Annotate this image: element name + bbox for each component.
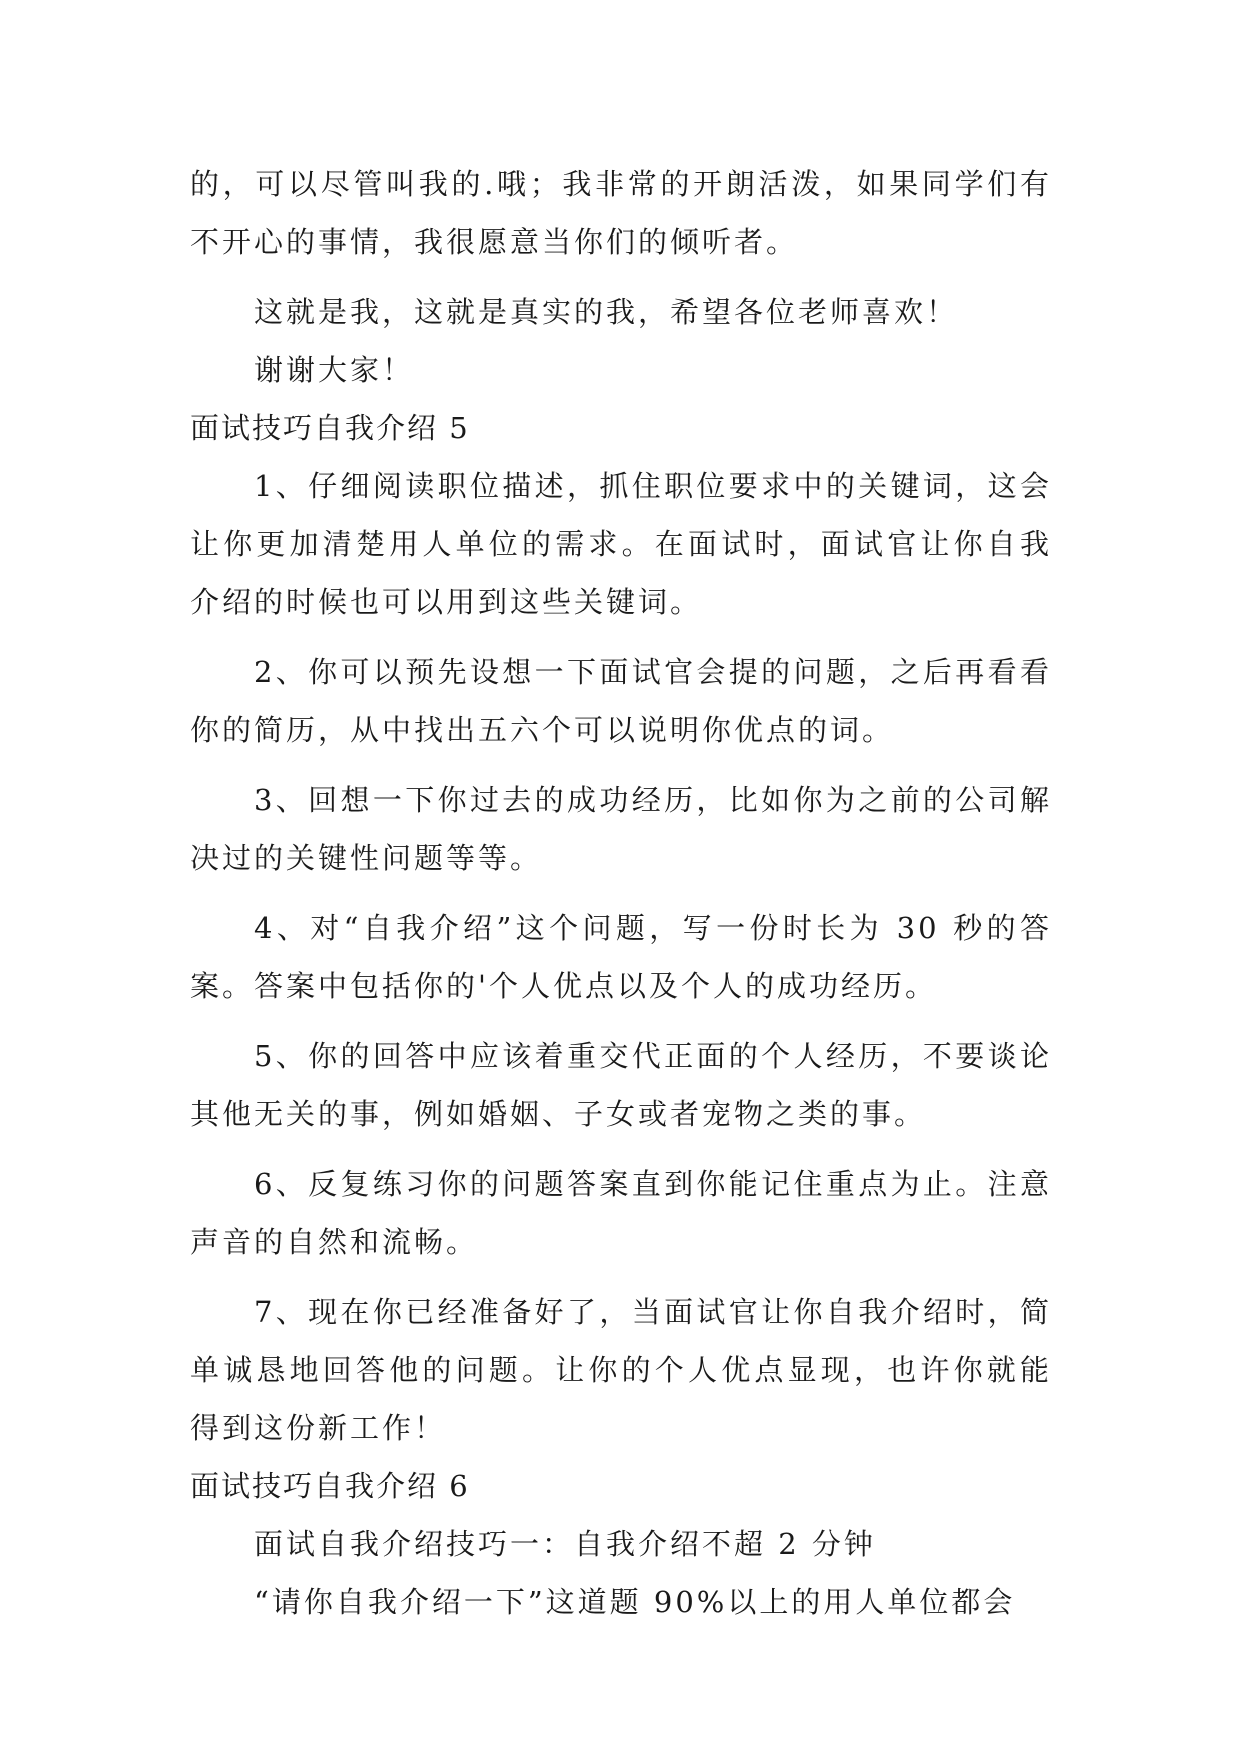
paragraph-closing-2: 谢谢大家！ <box>254 353 415 387</box>
tip-paragraph-7: 7、现在你已经准备好了，当面试官让你自我介绍时，简单诚恳地回答他的问题。让你的个人优点显现，也许你就能得到这份新工作！ <box>190 1295 1052 1445</box>
tip-paragraph-1: 1、仔细阅读职位描述，抓住职位要求中的关键词，这会让你更加清楚用人单位的需求。在面试时，面试官让你自我介绍的时候也可以用到这些关键词。 <box>190 469 1052 619</box>
paragraph-closing-1: 这就是我，这就是真实的我，希望各位老师喜欢！ <box>254 295 959 329</box>
tip-paragraph-3: 3、回想一下你过去的成功经历，比如你为之前的公司解决过的关键性问题等等。 <box>190 783 1052 875</box>
paragraph-continuation: 的，可以尽管叫我的.哦；我非常的开朗活泼，如果同学们有不开心的事情，我很愿意当你们的倾听者。 <box>190 167 1052 259</box>
section-heading-5: 面试技巧自我介绍 5 <box>190 411 470 445</box>
section-heading-6: 面试技巧自我介绍 6 <box>190 1469 470 1503</box>
document-body <box>190 155 1052 1631</box>
tip-paragraph-2: 2、你可以预先设想一下面试官会提的问题，之后再看看你的简历，从中找出五六个可以说明你优点的词。 <box>190 655 1052 747</box>
tip-paragraph-5: 5、你的回答中应该着重交代正面的个人经历，不要谈论其他无关的事，例如婚姻、子女或者宠物之类的事。 <box>190 1039 1052 1131</box>
paragraph-intro-question: “请你自我介绍一下”这道题 90%以上的用人单位都会 <box>254 1585 1016 1619</box>
tip-paragraph-6: 6、反复练习你的问题答案直到你能记住重点为止。注意声音的自然和流畅。 <box>190 1167 1052 1259</box>
tip-paragraph-4: 4、对“自我介绍”这个问题，写一份时长为 30 秒的答案。答案中包括你的'个人优点以及个人的成功经历。 <box>190 911 1052 1003</box>
subheading-tip-1: 面试自我介绍技巧一：自我介绍不超 2 分钟 <box>254 1527 876 1561</box>
